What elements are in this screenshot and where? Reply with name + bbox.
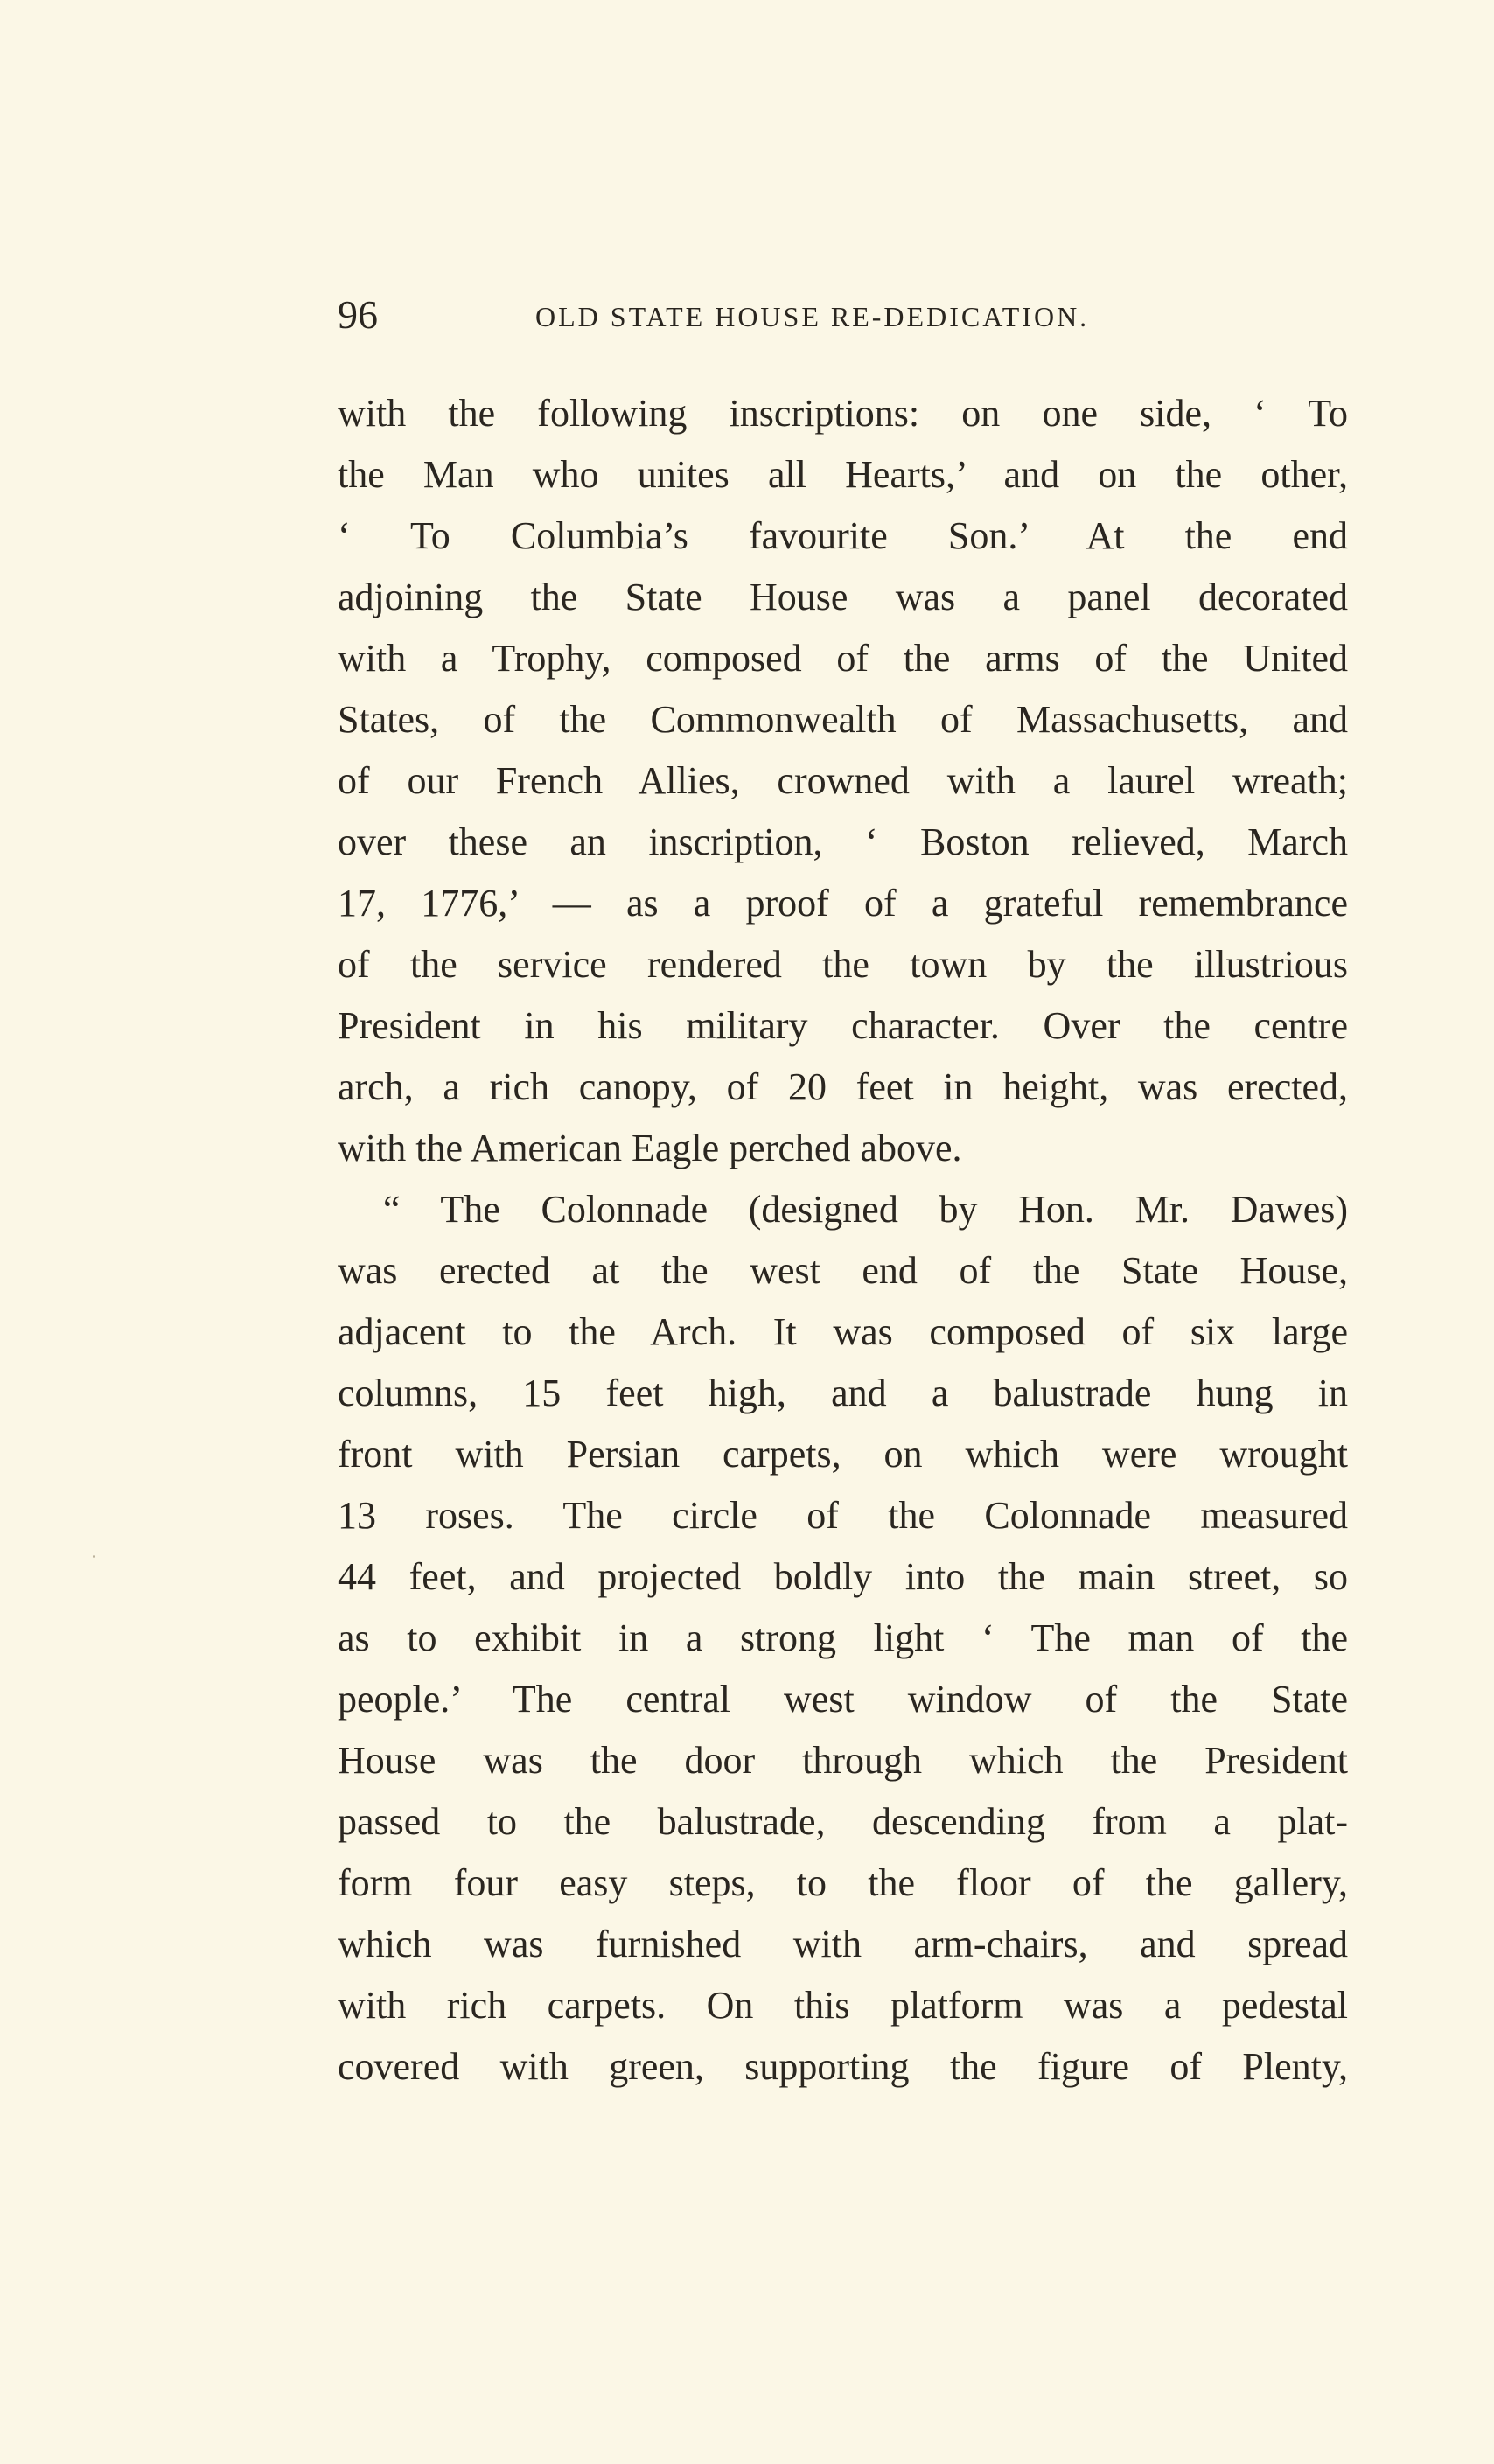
text-line: columns, 15 feet high, and a balustrade hung in [338,1372,1348,1414]
text-line: front with Persian carpets, on which were wrought [338,1433,1348,1476]
body-text [338,383,1348,2098]
text-line: of our French Allies, crowned with a laurel wreath; [338,759,1348,802]
text-line: House was the door through which the President [338,1739,1348,1782]
text-line: form four easy steps, to the floor of the gallery, [338,1861,1348,1904]
text-line: ‘ To Columbia’s favourite Son.’ At the end [338,514,1348,557]
text-line: States, of the Commonwealth of Massachusetts, and [338,698,1348,741]
text-line: over these an inscription, ‘ Boston relieved, March [338,820,1348,863]
page-number: 96 [338,292,378,337]
text-line: with the following inscriptions: on one side, ‘ To [338,392,1348,435]
text-line: arch, a rich canopy, of 20 feet in height, was erected, [338,1065,1348,1108]
text-line: which was furnished with arm-chairs, and spread [338,1923,1348,1965]
text-line: with the American Eagle perched above. [338,1127,962,1169]
text-line: with rich carpets. On this platform was a pedestal [338,1984,1348,2027]
text-line: covered with green, supporting the figure of Plenty, [338,2045,1348,2088]
text-line: as to exhibit in a strong light ‘ The man of the [338,1616,1348,1659]
text-line: 13 roses. The circle of the Colonnade measured [338,1494,1348,1537]
paper-speck [93,1555,95,1558]
text-line: 44 feet, and projected boldly into the main street, so [338,1555,1348,1598]
text-line: of the service rendered the town by the illustrious [338,943,1348,986]
text-line: adjacent to the Arch. It was composed of six large [338,1310,1348,1353]
text-line: “ The Colonnade (designed by Hon. Mr. Dawes) [383,1188,1348,1231]
text-line: passed to the balustrade, descending from a plat- [338,1800,1348,1843]
running-head [338,289,1348,341]
text-line: with a Trophy, composed of the arms of the United [338,637,1348,680]
text-line: the Man who unites all Hearts,’ and on the other, [338,453,1348,496]
text-line: adjoining the State House was a panel decorated [338,576,1348,618]
running-title: OLD STATE HOUSE RE-DEDICATION. [535,301,1090,332]
text-line: was erected at the west end of the State House, [338,1249,1348,1292]
text-line: 17, 1776,’ — as a proof of a grateful remembrance [338,882,1348,925]
text-line: people.’ The central west window of the State [338,1678,1348,1721]
text-line: President in his military character. Over the centre [338,1004,1348,1047]
